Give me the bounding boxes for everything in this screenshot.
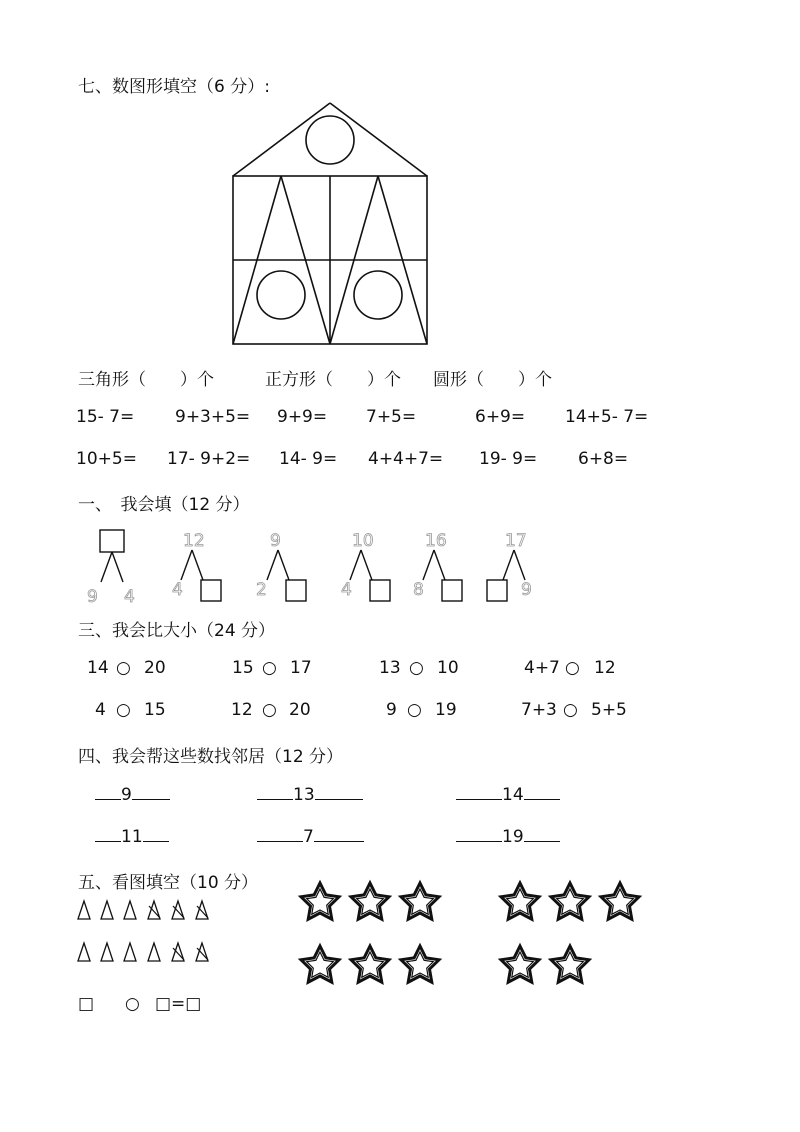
compare-circle[interactable]: ○ <box>262 700 277 720</box>
tree-left-number: 8 <box>413 580 424 600</box>
tree-left-number: 4 <box>172 580 183 600</box>
compare-left: 7+3 <box>521 700 557 720</box>
crossed-triangle-icon <box>196 901 208 919</box>
star-icon <box>551 946 589 982</box>
calc-item: 15- 7= <box>76 407 135 427</box>
section5-title: 五、看图填空（10 分） <box>78 873 259 893</box>
compare-circle[interactable]: ○ <box>116 658 131 678</box>
neighbor-number: 11 <box>121 827 143 847</box>
star-icon <box>351 946 389 982</box>
star-icon <box>551 883 589 919</box>
calc-item: 19- 9= <box>479 449 538 469</box>
equation-box-1[interactable]: □ <box>78 994 95 1014</box>
compare-left: 12 <box>231 700 253 720</box>
compare-right: 10 <box>437 658 459 678</box>
star-icon <box>601 883 639 919</box>
section7-title: 七、数图形填空（6 分）: <box>78 77 270 97</box>
star-icon <box>401 883 439 919</box>
section4-title: 四、我会帮这些数找邻居（12 分） <box>78 747 344 767</box>
compare-left: 14 <box>87 658 109 678</box>
calc-item: 9+9= <box>277 407 328 427</box>
compare-left: 15 <box>232 658 254 678</box>
crossed-triangle-icon <box>196 943 208 961</box>
compare-right: 19 <box>435 700 457 720</box>
tree-top-number: 10 <box>352 531 374 551</box>
triangle-icon <box>101 901 113 919</box>
triangle-icon <box>148 943 160 961</box>
count-square[interactable]: 正方形（ ）个 <box>265 370 401 390</box>
star-icon <box>501 946 539 982</box>
star-icon <box>351 883 389 919</box>
count-triangle[interactable]: 三角形（ ）个 <box>78 370 214 390</box>
calc-item: 9+3+5= <box>175 407 251 427</box>
triangle-icon <box>124 943 136 961</box>
star-icon <box>301 883 339 919</box>
calc-item: 14+5- 7= <box>565 407 649 427</box>
star-icon <box>501 883 539 919</box>
neighbor-number: 19 <box>502 827 524 847</box>
equation-box-2[interactable]: □ <box>155 994 172 1014</box>
calc-item: 17- 9+2= <box>167 449 251 469</box>
compare-left: 9 <box>386 700 397 720</box>
compare-right: 5+5 <box>591 700 627 720</box>
section1-title: 一、 我会填（12 分） <box>78 495 250 515</box>
compare-right: 17 <box>290 658 312 678</box>
compare-circle[interactable]: ○ <box>262 658 277 678</box>
equation-result[interactable]: =□ <box>171 994 202 1014</box>
compare-right: 20 <box>144 658 166 678</box>
compare-right: 20 <box>289 700 311 720</box>
compare-left: 13 <box>379 658 401 678</box>
compare-left: 4+7 <box>524 658 560 678</box>
triangle-icon <box>124 901 136 919</box>
neighbor-number: 7 <box>303 827 314 847</box>
compare-circle[interactable]: ○ <box>563 700 578 720</box>
count-circle[interactable]: 圆形（ ）个 <box>433 370 552 390</box>
tree-left-number: 4 <box>341 580 352 600</box>
compare-circle[interactable]: ○ <box>565 658 580 678</box>
neighbor-number: 9 <box>121 785 132 805</box>
neighbor-number: 13 <box>293 785 315 805</box>
star-group-2 <box>501 883 639 982</box>
triangle-icon <box>78 943 90 961</box>
tree-left-number: 9 <box>87 587 98 607</box>
calc-item: 14- 9= <box>279 449 338 469</box>
tree-left-number: 2 <box>256 580 267 600</box>
triangle-icon <box>78 901 90 919</box>
tree-right-number: 9 <box>521 580 532 600</box>
tree-top-number: 17 <box>505 531 527 551</box>
compare-left: 4 <box>95 700 106 720</box>
triangle-row-1 <box>78 901 208 919</box>
compare-circle[interactable]: ○ <box>407 700 422 720</box>
triangle-row-2 <box>78 943 208 961</box>
star-icon <box>401 946 439 982</box>
compare-right: 15 <box>144 700 166 720</box>
tree-top-number: 9 <box>270 531 281 551</box>
tree-top-number: 12 <box>183 531 205 551</box>
tree-right-number: 4 <box>124 587 135 607</box>
compare-circle[interactable]: ○ <box>409 658 424 678</box>
crossed-triangle-icon <box>172 901 184 919</box>
tree-top-number: 16 <box>425 531 447 551</box>
calc-item: 7+5= <box>366 407 417 427</box>
crossed-triangle-icon <box>172 943 184 961</box>
calc-item: 6+9= <box>475 407 526 427</box>
crossed-triangle-icon <box>148 901 160 919</box>
calc-item: 10+5= <box>76 449 137 469</box>
compare-right: 12 <box>594 658 616 678</box>
equation-operator[interactable]: ○ <box>125 994 140 1014</box>
calc-item: 6+8= <box>578 449 629 469</box>
compare-circle[interactable]: ○ <box>116 700 131 720</box>
section3-title: 三、我会比大小（24 分） <box>78 621 276 641</box>
star-group-1 <box>301 883 439 982</box>
triangle-icon <box>101 943 113 961</box>
neighbor-number: 14 <box>502 785 524 805</box>
star-icon <box>301 946 339 982</box>
calc-item: 4+4+7= <box>368 449 444 469</box>
